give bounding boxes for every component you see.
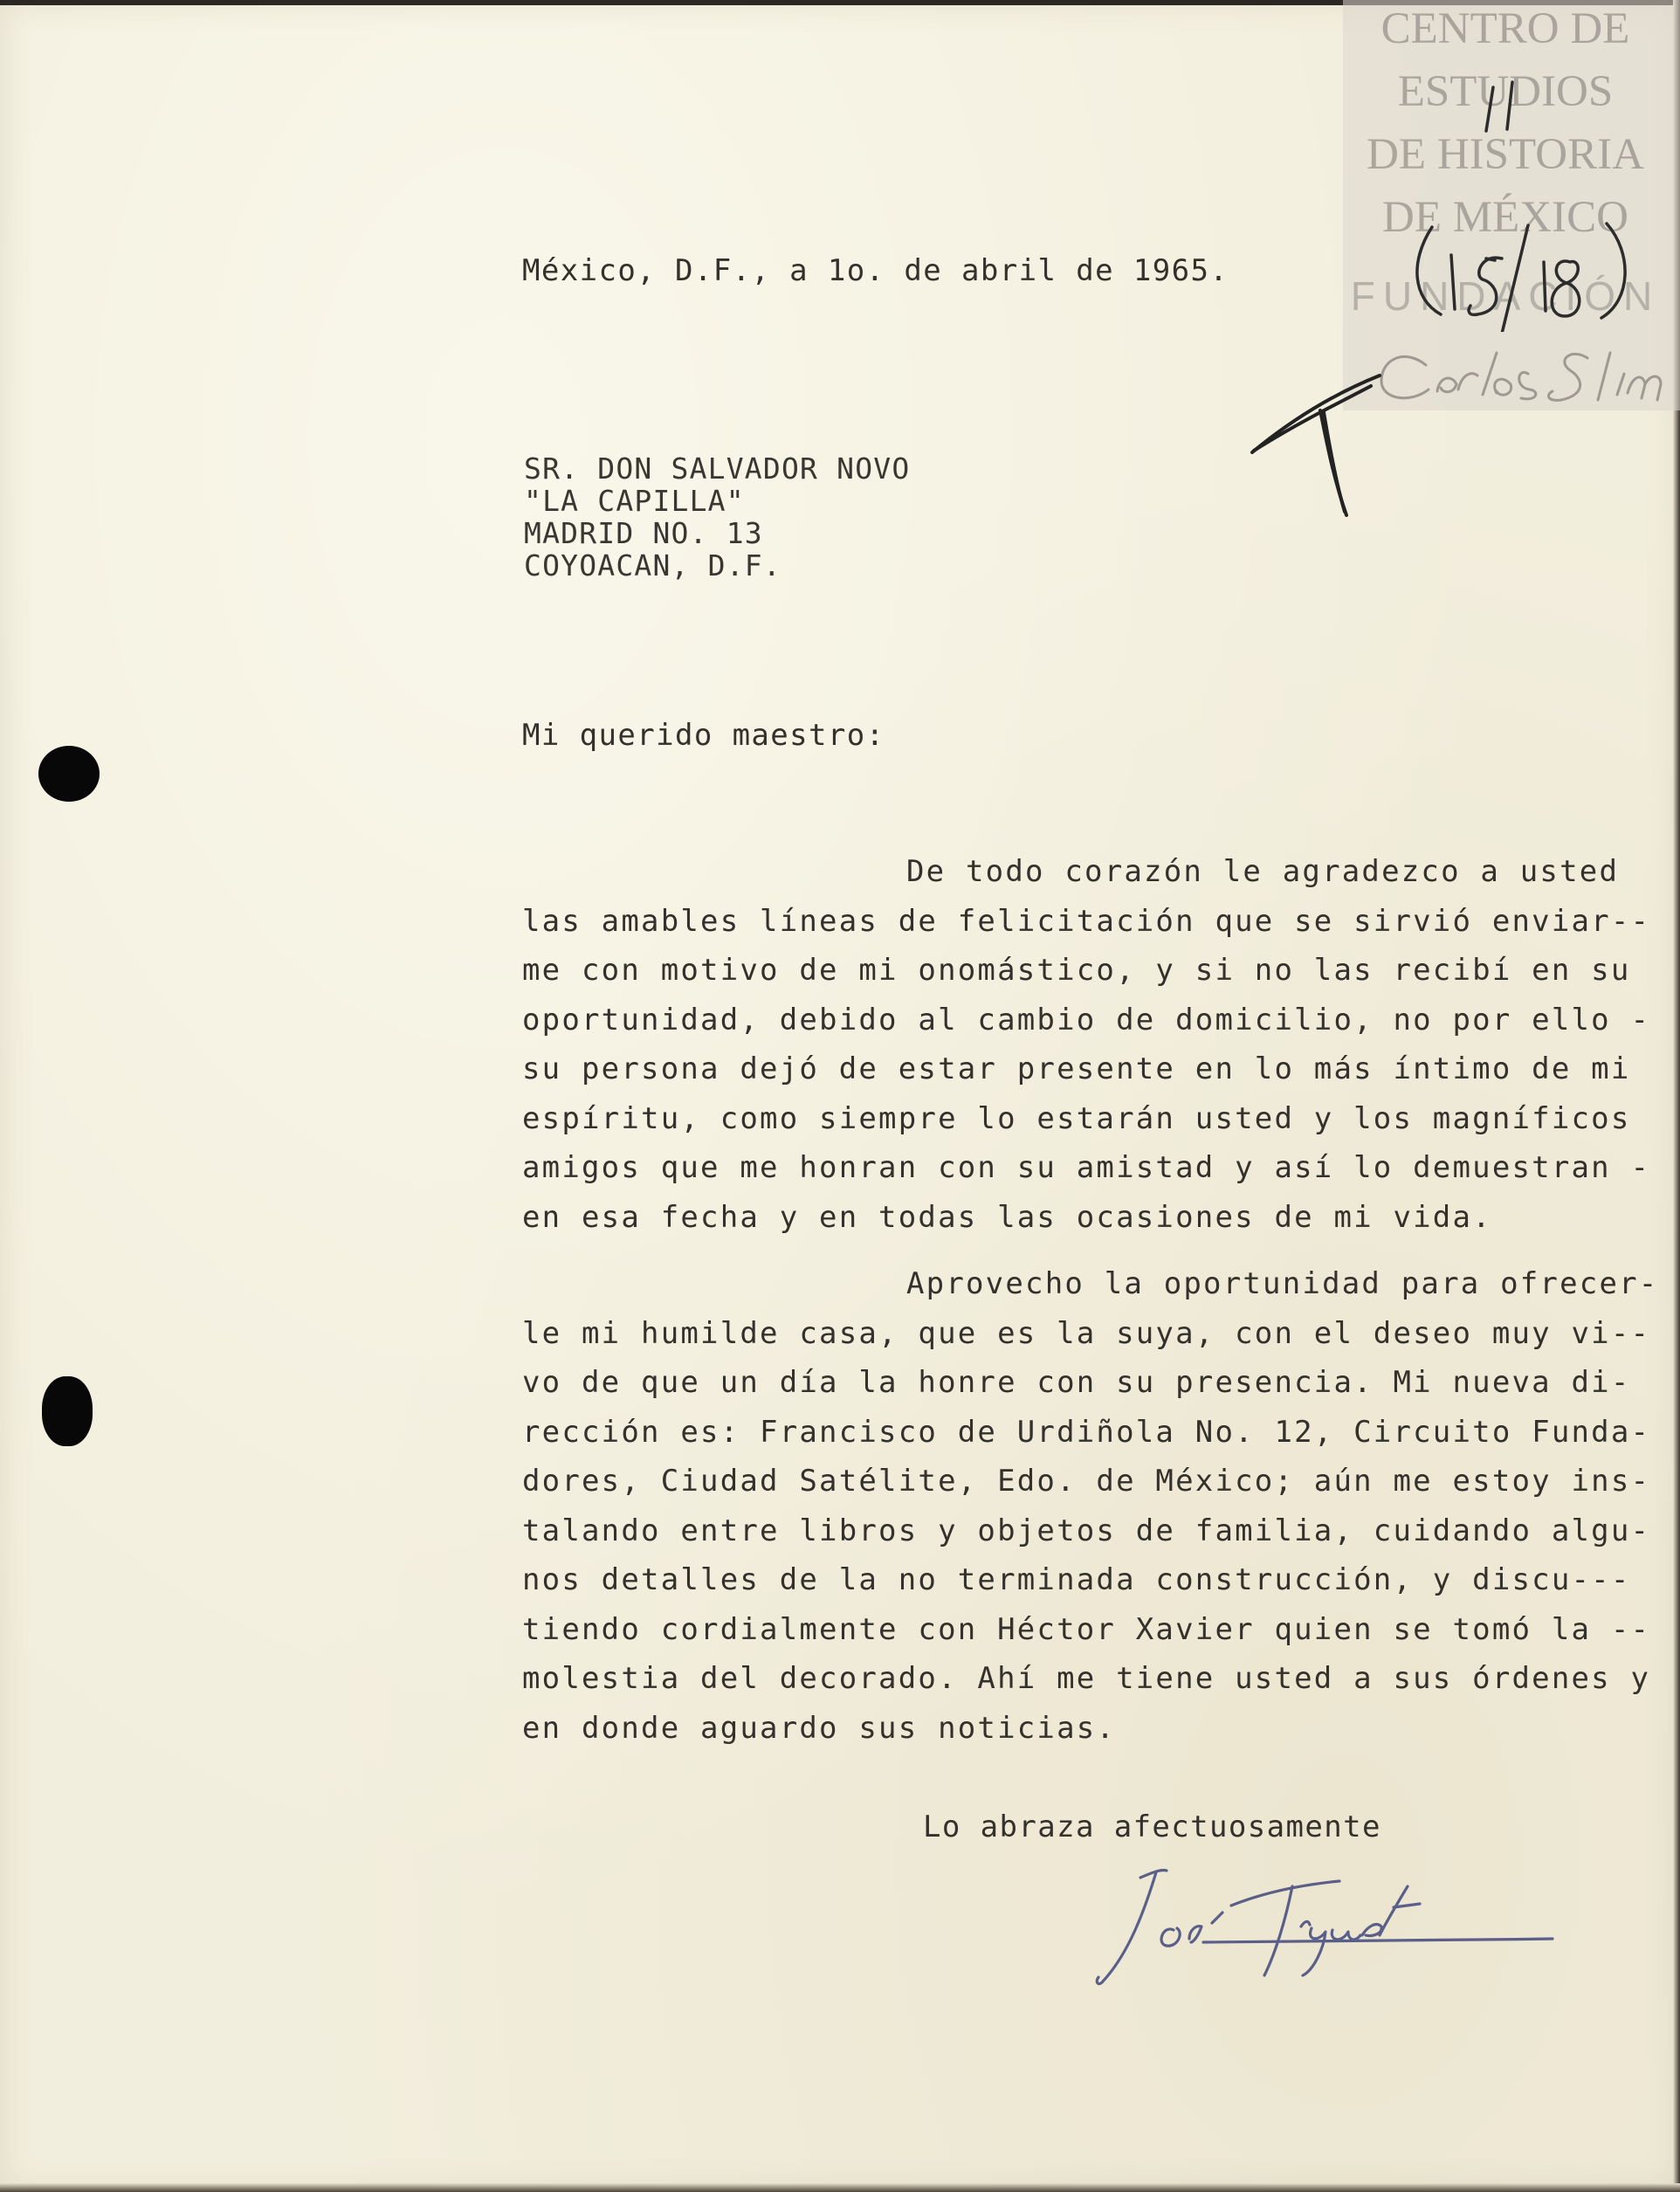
pencil-check-mark xyxy=(1240,367,1432,533)
paragraph-2 xyxy=(522,1259,1675,1753)
body-line: tiendo cordialmente con Héctor Xavier quien se tomó la -- xyxy=(522,1611,1651,1647)
body-line: amigos que me honran con su amistad y así lo demuestran - xyxy=(522,1150,1651,1185)
body-line: oportunidad, debido al cambio de domicilio, no por ello - xyxy=(522,1002,1651,1037)
body-line: vo de que un día la honre con su presencia. Mi nueva di- xyxy=(522,1365,1631,1400)
stamp-line: CENTRO DE xyxy=(1380,4,1630,53)
stamp-line: ESTUDIOS xyxy=(1397,67,1614,116)
salutation: Mi querido maestro: xyxy=(522,718,885,753)
address-line: MADRID NO. 13 xyxy=(524,516,763,550)
address-line: SR. DON SALVADOR NOVO xyxy=(524,451,911,486)
body-line: dores, Ciudad Satélite, Edo. de México; aún me estoy ins- xyxy=(522,1464,1651,1499)
body-line: me con motivo de mi onomástico, y si no las recibí en su xyxy=(522,953,1631,988)
body-line: en donde aguardo sus noticias. xyxy=(522,1710,1117,1746)
body-line: las amables líneas de felicitación que se sirvió enviar-- xyxy=(522,903,1651,939)
body-line: rección es: Francisco de Urdiñola No. 12, Circuito Funda- xyxy=(522,1414,1651,1450)
scan-bottom-edge xyxy=(0,2183,1680,2192)
paragraph-1 xyxy=(522,847,1675,1242)
body-line: espíritu, como siempre lo estarán usted y los magníficos xyxy=(522,1100,1631,1136)
body-line: nos detalles de la no terminada construcción, y discu--- xyxy=(522,1562,1631,1597)
punch-hole xyxy=(38,746,100,802)
recipient-address xyxy=(524,452,910,582)
archive-page-number-marks xyxy=(1222,52,1677,332)
body-line: le mi humilde casa, que es la suya, con el deseo muy vi-- xyxy=(522,1315,1651,1351)
stamp-line: DE HISTORIA xyxy=(1367,130,1644,179)
punch-hole xyxy=(42,1376,93,1446)
body-line: Aprovecho la oportunidad para ofrecer- xyxy=(906,1266,1659,1301)
stamp-line: DE MÉXICO xyxy=(1382,193,1628,242)
handwritten-signature xyxy=(1083,1851,1642,2009)
body-line: su persona dejó de estar presente en lo más íntimo de mi xyxy=(522,1051,1631,1086)
body-line: en esa fecha y en todas las ocasiones de mi vida. xyxy=(522,1199,1492,1235)
address-line: "LA CAPILLA" xyxy=(524,484,745,518)
closing-line: Lo abraza afectuosamente xyxy=(923,1809,1381,1844)
body-line: talando entre libros y objetos de familia, cuidando algu- xyxy=(522,1513,1651,1548)
body-line: De todo corazón le agradezco a usted xyxy=(906,854,1620,889)
address-line: COYOACAN, D.F. xyxy=(524,548,781,582)
date-line: México, D.F., a 1o. de abril de 1965. xyxy=(522,253,1229,288)
body-line: molestia del decorado. Ahí me tiene usted a sus órdenes y xyxy=(522,1661,1651,1696)
stamp-line: FUNDACIÓN xyxy=(1350,273,1661,319)
